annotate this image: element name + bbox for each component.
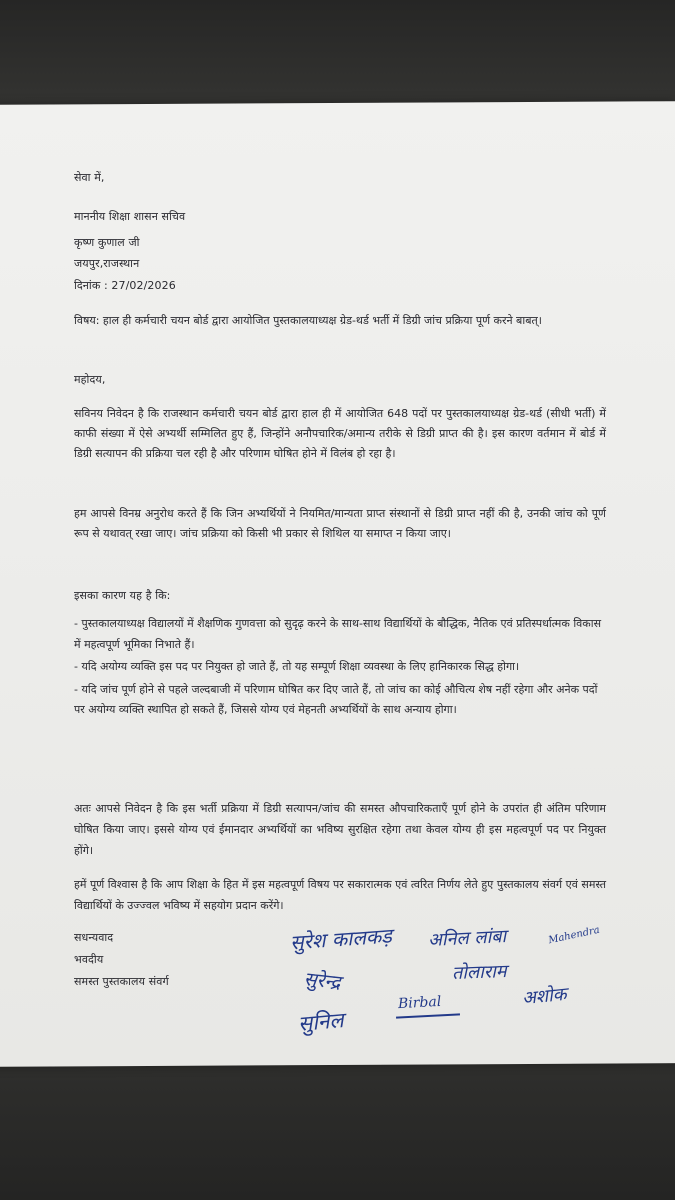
reason-point-3: - यदि जांच पूर्ण होने से पहले जल्दबाजी में परिणाम घोषित कर दिए जाते हैं, तो जांच का कोई औचित्य शेष नहीं रहेगा और अनेक पदों पर अयोग्य व्यक्ति स्थापित हो सकते हैं, जिससे योग्य एवं मेहनती अभ्यर्थियों के साथ अन्याय होगा।	[74, 682, 598, 716]
signature-2: अनिल लांबा	[427, 925, 507, 952]
reason-point-1: - पुस्तकालयाध्यक्ष विद्यालयों में शैक्षणिक गुणवत्ता को सुदृढ़ करने के साथ-साथ विद्यार्थियों के बौद्धिक, नैतिक एवं प्रतिस्पर्धात्मक विकास में महत्वपूर्ण भूमिका निभाते हैं।	[74, 617, 602, 651]
reason-points	[74, 614, 606, 723]
closing-yours: भवदीय	[74, 953, 104, 966]
recipient-designation: माननीय शिक्षा शासन सचिव	[74, 210, 186, 223]
closing-thanks: सधन्यवाद	[74, 931, 114, 944]
signature-5: तोलाराम	[451, 961, 507, 984]
paragraph-2: हम आपसे विनम्र अनुरोध करते हैं कि जिन अभ्यर्थियों ने नियमित/मान्यता प्राप्त संस्थानों से डिग्री प्राप्त नहीं की है, उनकी जांच को पूर्ण रूप से यथावत् रखा जाए। जांच प्रक्रिया को किसी भी प्रकार से शिथिल या समाप्त न किया जाए।	[74, 507, 606, 540]
reason-point-2: - यदि अयोग्य व्यक्ति इस पद पर नियुक्त हो जाते हैं, तो यह सम्पूर्ण शिक्षा व्यवस्था के लिए हानिकारक सिद्ध होगा।	[74, 660, 520, 673]
signature-3: Mahendra	[547, 924, 601, 947]
signature-4: सुरेन्द्र	[302, 968, 342, 994]
subject-line: विषय: हाल ही कर्मचारी चयन बोर्ड द्वारा आयोजित पुस्तकालयाध्यक्ष ग्रेड-थर्ड भर्ती में डिग्री जांच प्रक्रिया पूर्ण करने बाबत्।	[74, 314, 542, 327]
paragraph-3: अतः आपसे निवेदन है कि इस भर्ती प्रक्रिया में डिग्री सत्यापन/जांच की समस्त औपचारिकताएँ पूर्ण होने के उपरांत ही अंतिम परिणाम घोषित किया जाए। इससे योग्य एवं ईमानदार अभ्यर्थियों का भविष्य सुरक्षित रहेगा तथा केवल योग्य ही इस महत्वपूर्ण पद पर नियुक्त होंगे।	[74, 802, 606, 857]
recipient-city: जयपुर,राजस्थान	[74, 257, 140, 270]
recipient-name: कृष्ण कुणाल जी	[74, 236, 140, 249]
salutation-to: सेवा में,	[74, 171, 105, 184]
reason-heading: इसका कारण यह है कि:	[74, 589, 171, 602]
paragraph-4: हमें पूर्ण विश्वास है कि आप शिक्षा के हित में इस महत्वपूर्ण विषय पर सकारात्मक एवं त्वरित निर्णय लेते हुए पुस्तकालय संवर्ग एवं समस्त विद्यार्थियों के उज्ज्वल भविष्य में सहयोग प्रदान करेंगे।	[74, 878, 606, 912]
paragraph-1: सविनय निवेदन है कि राजस्थान कर्मचारी चयन बोर्ड द्वारा हाल ही में आयोजित 648 पदों पर पुस्तकालयाध्यक्ष ग्रेड-थर्ड (सीधी भर्ती) में काफी संख्या में ऐसे अभ्यर्थी सम्मिलित हुए हैं, जिन्होंने अनौपचारिक/अमान्य तरीके से डिग्री प्राप्त की है। इस कारण वर्तमान में बोर्ड में डिग्री सत्यापन की प्रक्रिया चल रही है और परिणाम घोषित होने में विलंब हो रहा है।	[74, 407, 606, 460]
signature-1: सुरेश कालकड़	[289, 923, 393, 955]
signature-7: सुनिल	[297, 1008, 345, 1036]
signature-6: अशोक	[521, 983, 568, 1010]
greeting: महोदय,	[74, 373, 106, 386]
signature-8-underline	[396, 1013, 460, 1018]
signature-8: Birbal	[397, 993, 442, 1013]
letter-date: दिनांक : 27/02/2026	[74, 279, 176, 292]
closing-from: समस्त पुस्तकालय संवर्ग	[74, 975, 169, 988]
